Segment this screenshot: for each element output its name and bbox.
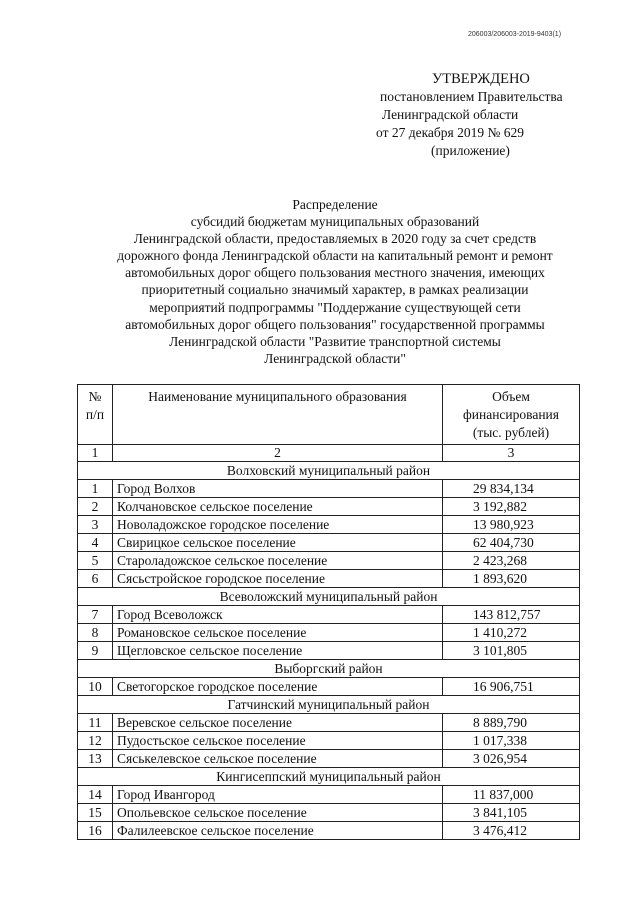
- column-index-row: [78, 445, 580, 462]
- column-index: 3: [443, 445, 580, 462]
- municipality-name: Город Ивангород: [113, 786, 443, 804]
- district-name: Выборгский район: [78, 660, 580, 678]
- funding-value: 2 423,268: [443, 552, 580, 570]
- row-number: 5: [78, 552, 113, 570]
- district-name: Кингисеппский муниципальный район: [78, 768, 580, 786]
- heading-line: автомобильных дорог общего пользования местного значения, имеющих: [125, 265, 545, 281]
- funding-value: 1 410,272: [443, 624, 580, 642]
- header-num-line: п/п: [85, 407, 105, 422]
- funding-value: 3 476,412: [443, 822, 580, 840]
- document-id-code: 206003/206003-2019-9403(1): [468, 31, 562, 38]
- municipality-name: Веревское сельское поселение: [113, 714, 443, 732]
- heading-line: Ленинградской области "Развитие транспортной системы: [169, 333, 501, 349]
- funding-value: 62 404,730: [443, 534, 580, 552]
- municipality-name: Колчановское сельское поселение: [113, 498, 443, 516]
- table-row: [78, 480, 580, 498]
- funding-value: 8 889,790: [443, 714, 580, 732]
- municipality-name: Опольевское сельское поселение: [113, 804, 443, 822]
- row-number: 2: [78, 498, 113, 516]
- district-name: Волховский муниципальный район: [78, 462, 580, 480]
- header-num-line: №: [88, 389, 102, 404]
- funding-value: 3 026,954: [443, 750, 580, 768]
- municipality-name: Сяськелевское сельское поселение: [113, 750, 443, 768]
- row-number: 10: [78, 678, 113, 696]
- row-number: 3: [78, 516, 113, 534]
- row-number: 14: [78, 786, 113, 804]
- municipality-name: Фалилеевское сельское поселение: [113, 822, 443, 840]
- row-number: 7: [78, 606, 113, 624]
- district-name: Всеволожский муниципальный район: [78, 588, 580, 606]
- approval-line: Ленинградской области: [382, 107, 519, 122]
- municipality-name: Пудостьское сельское поселение: [113, 732, 443, 750]
- table-row: [78, 678, 580, 696]
- heading-line: субсидий бюджетам муниципальных образований: [190, 214, 480, 230]
- funding-value: 3 841,105: [443, 804, 580, 822]
- row-number: 13: [78, 750, 113, 768]
- row-number: 16: [78, 822, 113, 840]
- row-number: 1: [78, 480, 113, 498]
- funding-value: 1 017,338: [443, 732, 580, 750]
- row-number: 15: [78, 804, 113, 822]
- table-row: [78, 534, 580, 552]
- district-row: [78, 660, 580, 678]
- municipality-name: Щегловское сельское поселение: [113, 642, 443, 660]
- heading-line: Ленинградской области": [264, 350, 406, 366]
- heading-line: приоритетный социально значимый характер, в рамках реализации: [141, 282, 529, 298]
- approval-line: от 27 декабря 2019 № 629: [376, 125, 525, 140]
- table-header-row: [78, 385, 580, 445]
- approval-line: (приложение): [431, 143, 510, 158]
- municipality-name: Город Волхов: [113, 480, 443, 498]
- municipality-name: Романовское сельское поселение: [113, 624, 443, 642]
- heading-line: Ленинградской области, предоставляемых в 2020 году за счет средств: [133, 231, 537, 247]
- funding-value: 3 101,805: [443, 642, 580, 660]
- header-volume-line: финансирования: [463, 407, 559, 422]
- funding-value: 143 812,757: [443, 606, 580, 624]
- column-index: 2: [113, 445, 443, 462]
- district-row: [78, 696, 580, 714]
- table-row: [78, 570, 580, 588]
- heading-line: мероприятий подпрограммы "Поддержание существующей сети: [149, 299, 521, 315]
- funding-value: 29 834,134: [443, 480, 580, 498]
- row-number: 6: [78, 570, 113, 588]
- table-row: [78, 822, 580, 840]
- table-row: [78, 624, 580, 642]
- header-volume: [443, 385, 580, 445]
- table-row: [78, 516, 580, 534]
- column-index: 1: [78, 445, 113, 462]
- table-row: [78, 714, 580, 732]
- heading-line: автомобильных дорог общего пользования" государственной программы: [125, 316, 545, 332]
- heading-line: дорожного фонда Ленинградской области на капитальный ремонт и ремонт: [117, 248, 553, 264]
- heading-title: Распределение: [292, 197, 378, 212]
- header-volume-line: Объем: [492, 389, 530, 404]
- document-heading: [40, 196, 630, 367]
- district-name: Гатчинский муниципальный район: [78, 696, 580, 714]
- municipality-name: Новоладожское городское поселение: [113, 516, 443, 534]
- table-row: [78, 750, 580, 768]
- subsidy-table: [77, 384, 580, 840]
- header-volume-line: (тыс. рублей): [472, 425, 550, 440]
- table-row: [78, 498, 580, 516]
- table-row: [78, 552, 580, 570]
- municipality-name: Свирицкое сельское поселение: [113, 534, 443, 552]
- row-number: 12: [78, 732, 113, 750]
- header-name: Наименование муниципального образования: [113, 385, 443, 445]
- approval-block: [376, 70, 586, 160]
- table-row: [78, 732, 580, 750]
- funding-value: 16 906,751: [443, 678, 580, 696]
- municipality-name: Староладожское сельское поселение: [113, 552, 443, 570]
- table-body: [78, 462, 580, 840]
- row-number: 9: [78, 642, 113, 660]
- funding-value: 1 893,620: [443, 570, 580, 588]
- municipality-name: Светогорское городское поселение: [113, 678, 443, 696]
- approval-line: постановлением Правительства: [380, 89, 563, 104]
- table-row: [78, 606, 580, 624]
- municipality-name: Город Всеволожск: [113, 606, 443, 624]
- district-row: [78, 588, 580, 606]
- table-row: [78, 804, 580, 822]
- district-row: [78, 462, 580, 480]
- row-number: 4: [78, 534, 113, 552]
- funding-value: 13 980,923: [443, 516, 580, 534]
- table-row: [78, 786, 580, 804]
- header-num: [78, 385, 113, 445]
- district-row: [78, 768, 580, 786]
- approval-title: УТВЕРЖДЕНО: [432, 71, 530, 87]
- row-number: 11: [78, 714, 113, 732]
- municipality-name: Сясьстройское городское поселение: [113, 570, 443, 588]
- funding-value: 3 192,882: [443, 498, 580, 516]
- funding-value: 11 837,000: [443, 786, 580, 804]
- table-row: [78, 642, 580, 660]
- row-number: 8: [78, 624, 113, 642]
